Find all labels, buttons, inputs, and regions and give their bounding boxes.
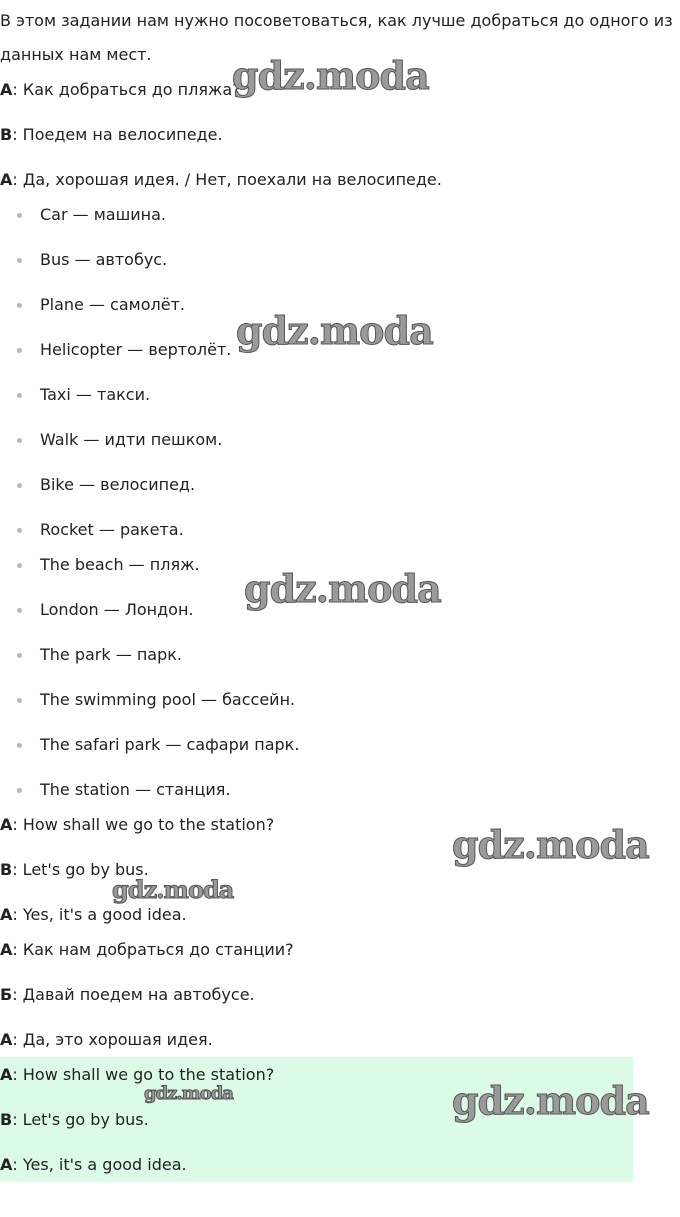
dialog-line bbox=[0, 1065, 274, 1085]
speaker-label: B bbox=[0, 860, 13, 879]
speaker-label: Б bbox=[0, 985, 13, 1004]
bullet-icon bbox=[17, 258, 22, 263]
bullet-icon bbox=[17, 698, 22, 703]
vocab-list-item bbox=[40, 205, 166, 225]
bullet-icon bbox=[17, 743, 22, 748]
dialog-text: : Yes, it's a good idea. bbox=[12, 905, 187, 924]
dialog-text: : Yes, it's a good idea. bbox=[12, 1155, 187, 1174]
vocab-text: Walk — идти пешком. bbox=[40, 430, 223, 449]
watermark: gdz.moda bbox=[452, 1078, 649, 1123]
vocab-text: The safari park — сафари парк. bbox=[40, 735, 300, 754]
vocab-text: Bus — автобус. bbox=[40, 250, 168, 269]
speaker-label: B bbox=[0, 1110, 13, 1129]
vocab-list-item bbox=[40, 430, 222, 450]
watermark: gdz.moda bbox=[232, 53, 429, 98]
dialog-text: : How shall we go to the station? bbox=[12, 1065, 275, 1084]
bullet-icon bbox=[17, 608, 22, 613]
dialog-text: : Let's go by bus. bbox=[12, 1110, 149, 1129]
bullet-icon bbox=[17, 563, 22, 568]
bullet-icon bbox=[17, 393, 22, 398]
speaker-label: A bbox=[0, 1030, 13, 1049]
vocab-text: Taxi — такси. bbox=[40, 385, 151, 404]
dialog-line bbox=[0, 170, 442, 190]
speaker-label: A bbox=[0, 940, 13, 959]
dialog-text: : Поедем на велосипеде. bbox=[12, 125, 223, 144]
vocab-list-item bbox=[40, 475, 195, 495]
dialog-text: : Да, хорошая идея. / Нет, поехали на велосипеде. bbox=[12, 170, 442, 189]
vocab-list-item bbox=[40, 340, 231, 360]
dialog-line bbox=[0, 80, 241, 100]
bullet-icon bbox=[17, 483, 22, 488]
speaker-label: A bbox=[0, 905, 13, 924]
vocab-text: Helicopter — вертолёт. bbox=[40, 340, 232, 359]
speaker-label: A bbox=[0, 1065, 13, 1084]
bullet-icon bbox=[17, 303, 22, 308]
vocab-text: Car — машина. bbox=[40, 205, 166, 224]
vocab-list-item bbox=[40, 250, 167, 270]
vocab-text: London — Лондон. bbox=[40, 600, 194, 619]
vocab-text: The swimming pool — бассейн. bbox=[40, 690, 296, 709]
bullet-icon bbox=[17, 788, 22, 793]
vocab-text: Rocket — ракета. bbox=[40, 520, 184, 539]
vocab-list-item bbox=[40, 600, 194, 620]
watermark: gdz.moda bbox=[112, 875, 234, 904]
vocab-list-item bbox=[40, 520, 184, 540]
intro-line-2: данных нам мест. bbox=[0, 45, 152, 64]
watermark: gdz.moda bbox=[144, 1083, 233, 1104]
bullet-icon bbox=[17, 213, 22, 218]
vocab-list-item bbox=[40, 780, 230, 800]
dialog-text: : Да, это хорошая идея. bbox=[12, 1030, 213, 1049]
vocab-list-item bbox=[40, 295, 185, 315]
speaker-label: A bbox=[0, 80, 13, 99]
vocab-list-item bbox=[40, 690, 295, 710]
vocab-text: Plane — самолёт. bbox=[40, 295, 185, 314]
vocab-text: The station — станция. bbox=[40, 780, 231, 799]
watermark: gdz.moda bbox=[244, 566, 441, 611]
vocab-list-item bbox=[40, 385, 150, 405]
dialog-line bbox=[0, 125, 223, 145]
speaker-label: B bbox=[0, 125, 13, 144]
dialog-text: : Как нам добраться до станции? bbox=[12, 940, 294, 959]
bullet-icon bbox=[17, 438, 22, 443]
vocab-list-item bbox=[40, 645, 182, 665]
dialog-text: : Как добраться до пляжа? bbox=[12, 80, 241, 99]
dialog-text: : Давай поедем на автобусе. bbox=[12, 985, 255, 1004]
watermark: gdz.moda bbox=[236, 308, 433, 353]
dialog-line bbox=[0, 815, 274, 835]
intro-line-1: В этом задании нам нужно посоветоваться, как лучше добраться до одного из bbox=[0, 11, 673, 30]
bullet-icon bbox=[17, 348, 22, 353]
dialog-line bbox=[0, 1155, 187, 1175]
speaker-label: A bbox=[0, 1155, 13, 1174]
bullet-icon bbox=[17, 528, 22, 533]
vocab-text: The beach — пляж. bbox=[40, 555, 200, 574]
dialog-line bbox=[0, 940, 294, 960]
dialog-text: : Let's go by bus. bbox=[12, 860, 149, 879]
dialog-line bbox=[0, 985, 255, 1005]
watermark: gdz.moda bbox=[452, 822, 649, 867]
bullet-icon bbox=[17, 653, 22, 658]
vocab-text: The park — парк. bbox=[40, 645, 182, 664]
dialog-line bbox=[0, 905, 187, 925]
dialog-line bbox=[0, 1110, 149, 1130]
dialog-text: : How shall we go to the station? bbox=[12, 815, 275, 834]
vocab-list-item bbox=[40, 555, 200, 575]
dialog-line bbox=[0, 1030, 213, 1050]
vocab-list-item bbox=[40, 735, 299, 755]
speaker-label: A bbox=[0, 170, 13, 189]
vocab-text: Bike — велосипед. bbox=[40, 475, 196, 494]
speaker-label: A bbox=[0, 815, 13, 834]
